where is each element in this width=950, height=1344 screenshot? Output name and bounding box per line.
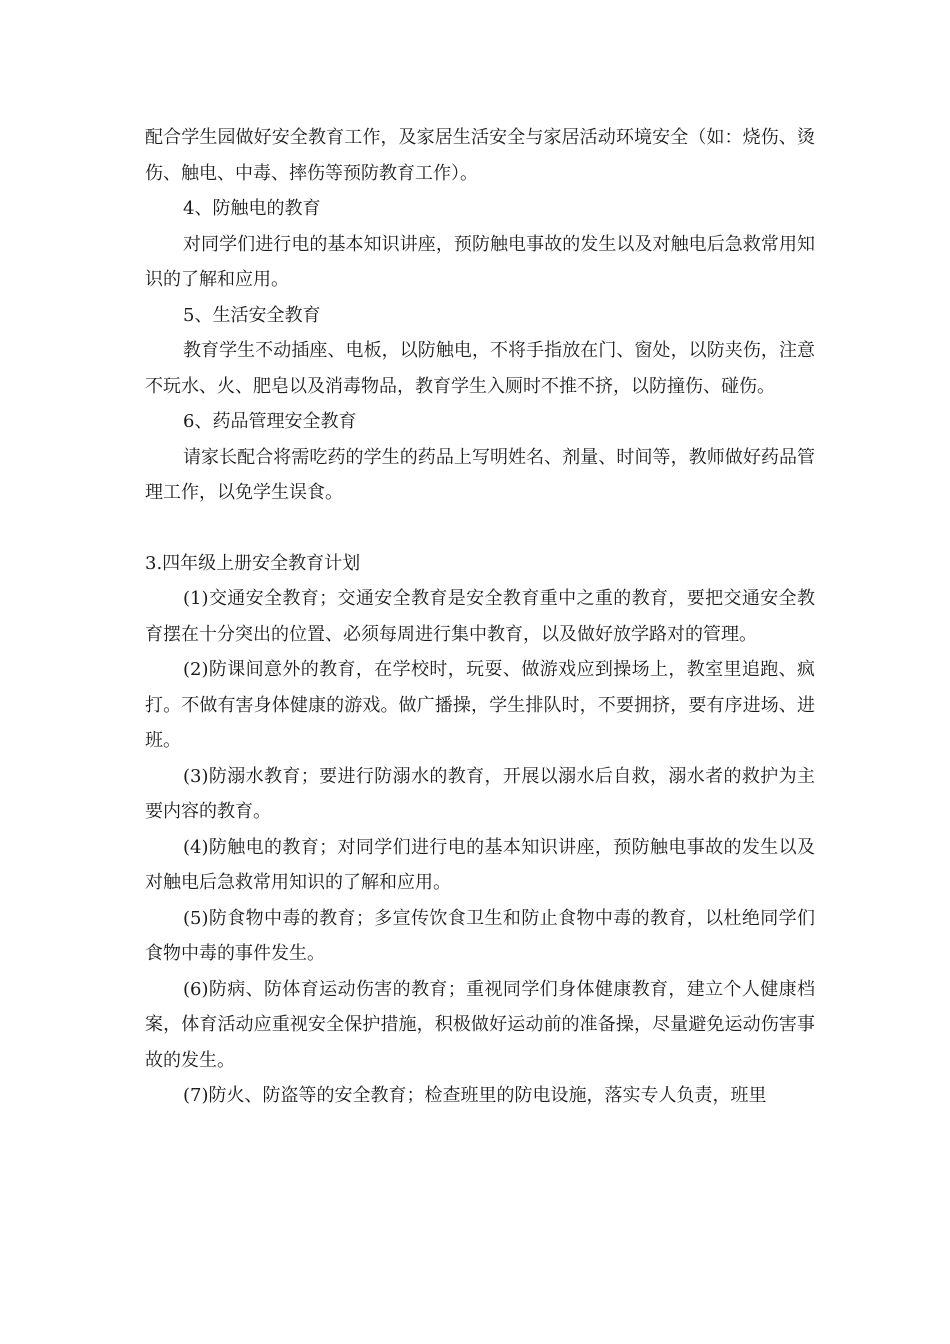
paragraph: 请家长配合将需吃药的学生的药品上写明姓名、剂量、时间等，教师做好药品管理工作，以免学生误食。 — [145, 446, 815, 503]
paragraph: 教育学生不动插座、电板，以防触电，不将手指放在门、窗处，以防夹伤，注意不玩水、火、肥皂以及消毒物品，教育学生入厕时不推不挤，以防撞伤、碰伤。 — [145, 340, 815, 397]
document-body — [145, 120, 815, 1114]
list-item: (4)防触电的教育；对同学们进行电的基本知识讲座，预防触电事故的发生以及对触电后急救常用知识的了解和应用。 — [145, 836, 815, 893]
plan-title: 3.四年级上册安全教育计划 — [145, 552, 361, 574]
list-item: (1)交通安全教育；交通安全教育是安全教育重中之重的教育，要把交通安全教育摆在十分突出的位置、必须每周进行集中教育，以及做好放学路对的管理。 — [145, 588, 815, 645]
list-item: (6)防病、防体育运动伤害的教育；重视同学们身体健康教育，建立个人健康档案，体育活动应重视安全保护措施，积极做好运动前的准备操，尽量避免运动伤害事故的发生。 — [145, 978, 815, 1071]
paragraph: 配合学生园做好安全教育工作，及家居生活安全与家居活动环境安全（如：烧伤、烫伤、触电、中毒、摔伤等预防教育工作）。 — [145, 127, 815, 184]
list-item: (5)防食物中毒的教育；多宣传饮食卫生和防止食物中毒的教育，以杜绝同学们食物中毒的事件发生。 — [145, 907, 815, 964]
section-heading: 5、生活安全教育 — [183, 304, 321, 326]
section-heading: 6、药品管理安全教育 — [183, 411, 357, 432]
list-item: (7)防火、防盗等的安全教育；检查班里的防电设施，落实专人负责，班里 — [183, 1085, 767, 1106]
list-item: (3)防溺水教育；要进行防溺水的教育，开展以溺水后自救，溺水者的救护为主要内容的教育。 — [145, 765, 815, 822]
paragraph: 对同学们进行电的基本知识讲座，预防触电事故的发生以及对触电后急救常用知识的了解和应用。 — [145, 233, 815, 290]
list-item: (2)防课间意外的教育，在学校时，玩耍、做游戏应到操场上，教室里追跑、疯打。不做有害身体健康的游戏。做广播操，学生排队时，不要拥挤，要有序进场、进班。 — [145, 659, 815, 751]
section-heading: 4、防触电的教育 — [183, 198, 321, 219]
